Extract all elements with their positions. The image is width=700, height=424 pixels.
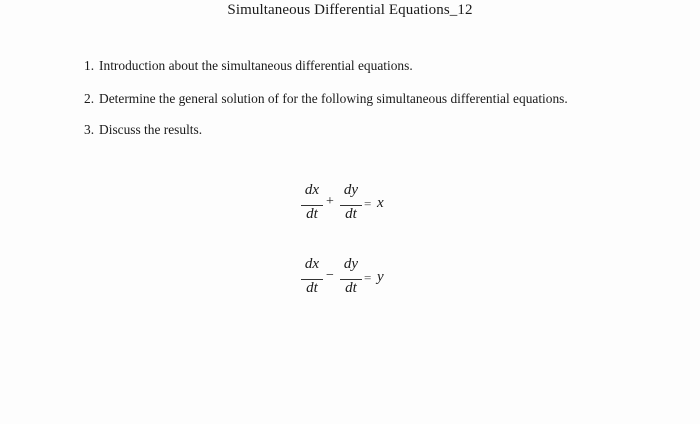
equation-1 — [300, 182, 420, 228]
equation-rhs: x — [377, 195, 384, 211]
list-item-discuss-results — [84, 122, 202, 138]
equals-sign: = — [364, 196, 372, 211]
list-item-text: Introduction about the simultaneous differential equations. — [99, 58, 413, 73]
list-item-text: Discuss the results. — [99, 122, 203, 137]
fraction-denominator: dt — [306, 280, 318, 296]
equals-sign: = — [364, 270, 372, 285]
fraction-numerator: dy — [343, 256, 359, 272]
list-item-text: Determine the general solution of for the following simultaneous differential equations. — [99, 91, 568, 106]
page-title: Simultaneous Differential Equations_12 — [227, 2, 473, 18]
fraction-numerator: dx — [304, 256, 320, 272]
list-item-determine-solution — [84, 91, 568, 107]
operator-minus: − — [326, 268, 334, 283]
list-item-number: 3. — [84, 122, 95, 137]
operator-plus: + — [326, 194, 334, 209]
fraction-denominator: dt — [345, 280, 357, 296]
list-item-number: 1. — [84, 58, 95, 73]
list-item-number: 2. — [84, 91, 95, 106]
fraction-denominator: dt — [306, 206, 318, 222]
fraction-numerator: dy — [343, 182, 359, 198]
equation-rhs: y — [377, 269, 384, 285]
fraction-denominator: dt — [345, 206, 357, 222]
list-item-introduction — [84, 58, 413, 74]
equation-2 — [300, 256, 420, 302]
fraction-numerator: dx — [304, 182, 320, 198]
